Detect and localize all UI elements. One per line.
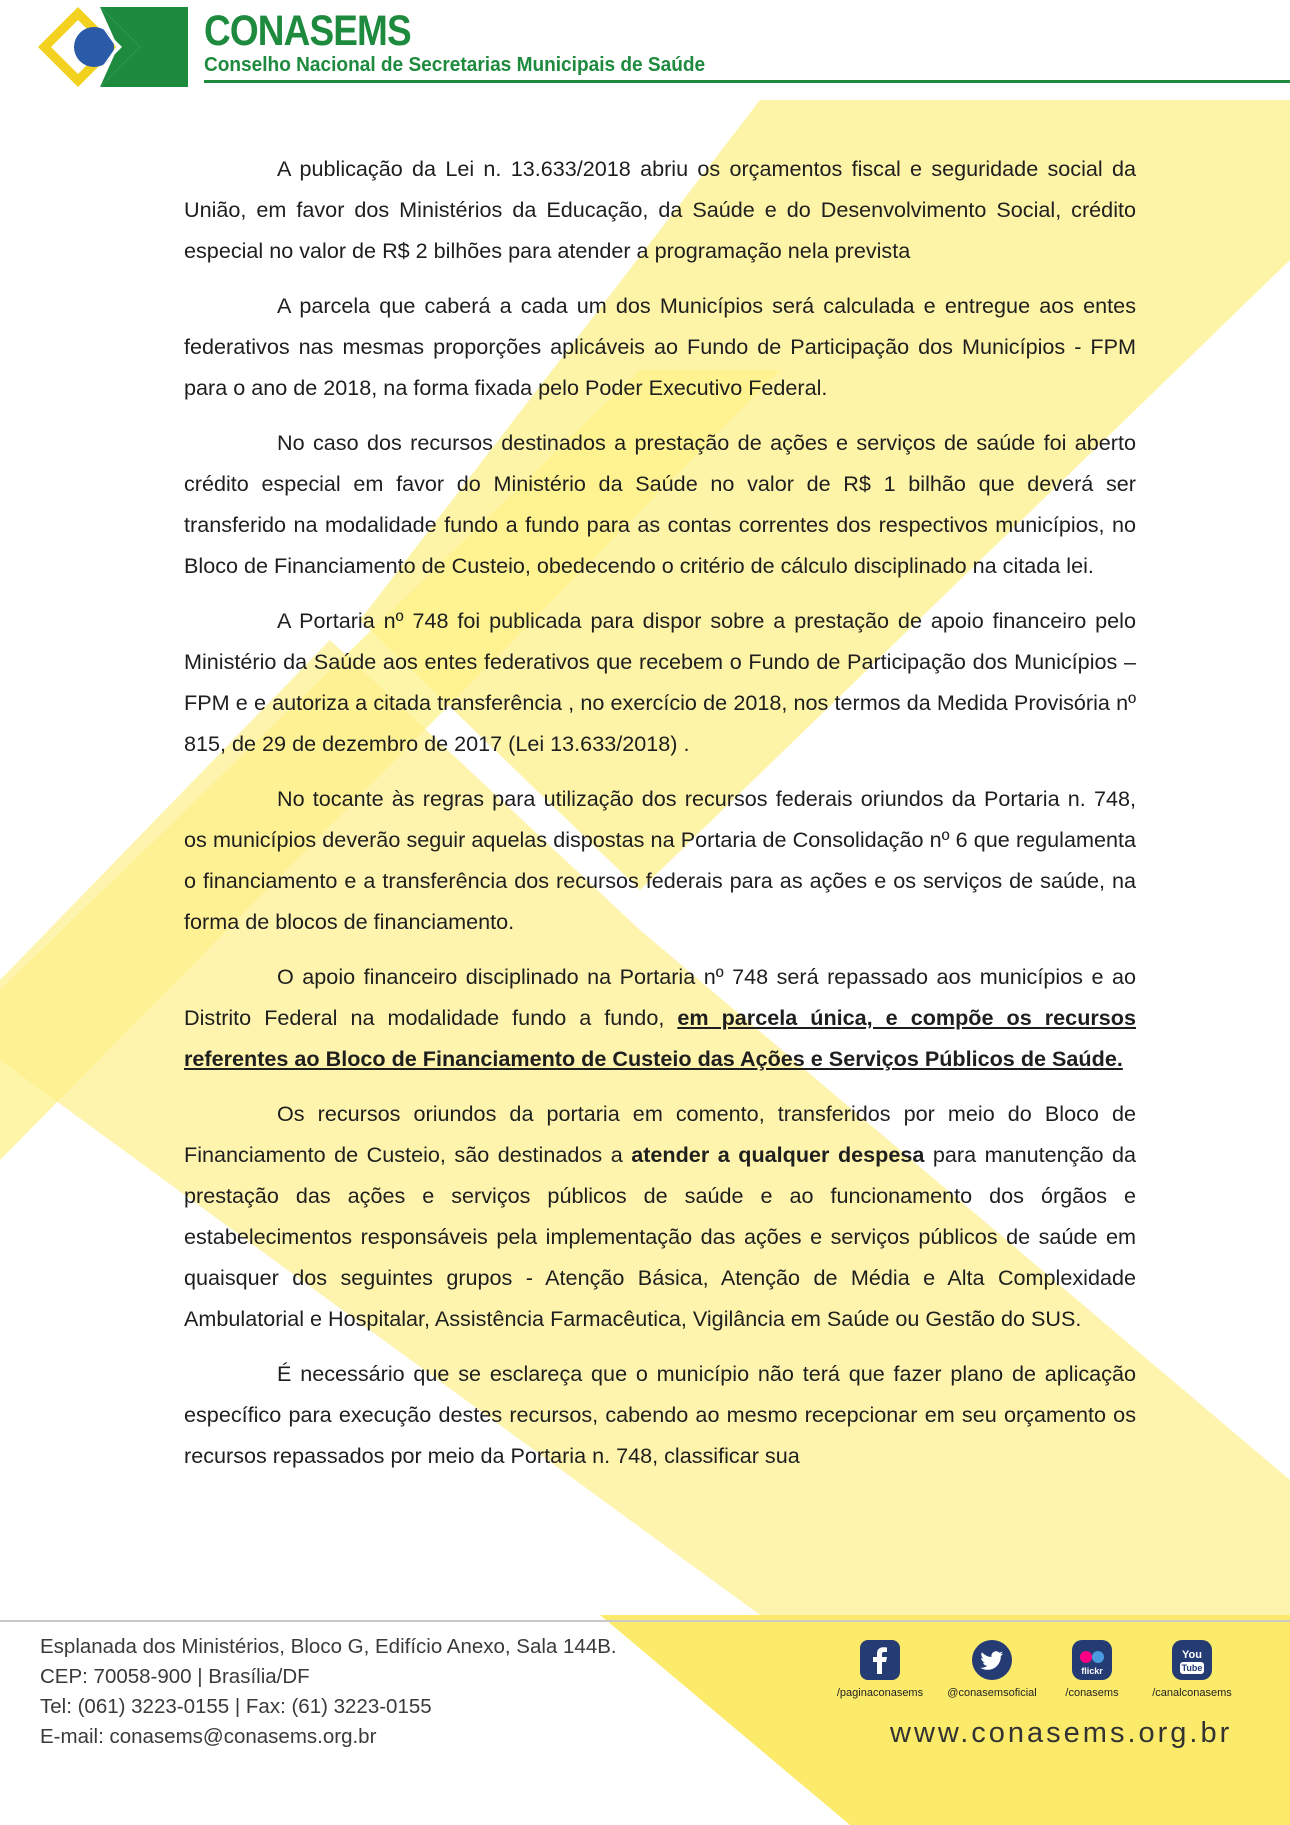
website-link[interactable]: www.conasems.org.br bbox=[890, 1717, 1233, 1749]
social-youtube[interactable] bbox=[1142, 1640, 1242, 1699]
social-flickr[interactable] bbox=[1052, 1640, 1132, 1699]
social-facebook[interactable] bbox=[830, 1640, 930, 1699]
bold-text: atender a qualquer despesa bbox=[631, 1142, 925, 1167]
footer-phone: Tel: (061) 3223-0155 | Fax: (61) 3223-0155 bbox=[40, 1695, 432, 1718]
social-label: /paginaconasems bbox=[836, 1687, 924, 1699]
footer-cep: CEP: 70058-900 | Brasília/DF bbox=[40, 1665, 310, 1688]
paragraph: A publicação da Lei n. 13.633/2018 abriu os orçamentos fiscal e seguridade social da União, em favor dos Ministérios da Educação, da Saúde e do Desenvolvimento Social, crédito especial no valor de R$ 2 bilhões para atender a programação nela prevista bbox=[184, 156, 1136, 263]
paragraph bbox=[184, 956, 1136, 1079]
document-body bbox=[184, 148, 1136, 1476]
youtube-icon bbox=[1172, 1640, 1212, 1680]
social-label: @conasemsoficial bbox=[947, 1687, 1037, 1699]
social-twitter[interactable] bbox=[942, 1640, 1042, 1699]
twitter-icon bbox=[972, 1640, 1012, 1680]
paragraph: A parcela que caberá a cada um dos Municípios será calculada e entregue aos entes federativos nas mesmas proporções aplicáveis ao Fundo de Participação dos Municípios - FPM para o ano de 2018, na forma fixada pelo Poder Executivo Federal. bbox=[184, 293, 1136, 400]
paragraph: No caso dos recursos destinados a prestação de ações e serviços de saúde foi aberto crédito especial em favor do Ministério da Saúde no valor de R$ 1 bilhão que deverá ser transferido na modalidade fundo a fundo para as contas correntes dos respectivos municípios, no Bloco de Financiamento de Custeio, obedecendo o critério de cálculo disciplinado na citada lei. bbox=[184, 430, 1136, 578]
youtube-icon-text: You bbox=[1182, 1649, 1202, 1661]
social-links bbox=[830, 1640, 1270, 1710]
header-divider bbox=[204, 80, 1290, 83]
footer-contact bbox=[40, 1632, 617, 1752]
paragraph: A Portaria nº 748 foi publicada para dispor sobre a prestação de apoio financeiro pelo Ministério da Saúde aos entes federativos que recebem o Fundo de Participação dos Municípios – FPM e e autoriza a citada transferência , no exercício de 2018, nos termos da Medida Provisória nº 815, de 29 de dezembro de 2017 (Lei 13.633/2018) . bbox=[184, 608, 1136, 756]
youtube-icon-text: Tube bbox=[1181, 1663, 1203, 1673]
paragraph: No tocante às regras para utilização dos recursos federais oriundos da Portaria n. 748, os municípios deverão seguir aquelas dispostas na Portaria de Consolidação nº 6 que regulamenta o financiamento e a transferência dos recursos federais para as ações e os serviços de saúde, na forma de blocos de financiamento. bbox=[184, 786, 1136, 934]
social-label: /canalconasems bbox=[1152, 1687, 1232, 1699]
facebook-icon bbox=[860, 1640, 900, 1680]
social-label: /conasems bbox=[1065, 1687, 1119, 1699]
org-full-name: Conselho Nacional de Secretarias Municipais de Saúde bbox=[204, 53, 706, 76]
paragraph-text: Os recursos oriundos da portaria em comento, transferidos por meio do Bloco de Financiamento de Custeio, são destinados a bbox=[184, 1101, 1136, 1167]
paragraph-text: O apoio financeiro disciplinado na Portaria nº 748 será repassado aos municípios e ao Distrito Federal na modalidade fundo a fundo, bbox=[184, 964, 1136, 1030]
flickr-icon bbox=[1072, 1640, 1112, 1680]
emphasized-text: em parcela única, e compõe os recursos referentes ao Bloco de Financiamento de Custeio das Ações e Serviços Públicos de Saúde. bbox=[184, 1005, 1136, 1071]
flickr-icon-text: flickr bbox=[1081, 1666, 1103, 1676]
conasems-logo bbox=[38, 4, 188, 90]
org-acronym: CONASEMS bbox=[204, 7, 411, 55]
paragraph: É necessário que se esclareça que o município não terá que fazer plano de aplicação específico para execução destes recursos, cabendo ao mesmo recepcionar em seu orçamento os recursos repassados por meio da Portaria n. 748, classificar sua bbox=[184, 1361, 1136, 1468]
footer-address: Esplanada dos Ministérios, Bloco G, Edifício Anexo, Sala 144B. bbox=[40, 1635, 617, 1658]
footer-email: E-mail: conasems@conasems.org.br bbox=[40, 1725, 377, 1748]
paragraph bbox=[184, 1093, 1136, 1339]
document-header bbox=[0, 0, 1290, 100]
footer-divider bbox=[0, 1620, 1290, 1622]
paragraph-text: para manutenção da prestação das ações e serviços públicos de saúde e ao funcionamento dos órgãos e estabelecimentos responsáveis pela implementação das ações e serviços públicos de saúde em quaisquer dos seguintes grupos - Atenção Básica, Atenção de Média e Alta Complexidade Ambulatorial e Hospitalar, Assistência Farmacêutica, Vigilância em Saúde ou Gestão do SUS. bbox=[184, 1142, 1137, 1331]
